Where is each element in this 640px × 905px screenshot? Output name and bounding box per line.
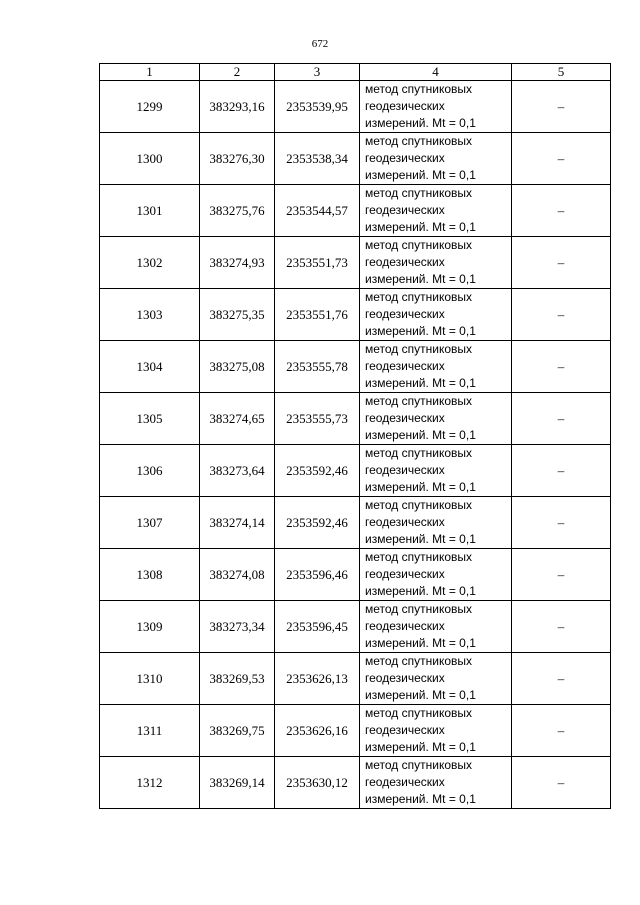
method-cell	[360, 653, 512, 705]
method-line: геодезических	[365, 775, 445, 789]
note-cell: –	[512, 133, 611, 185]
method-cell	[360, 185, 512, 237]
table-row	[100, 393, 611, 445]
x-coordinate-cell: 383275,35	[200, 289, 275, 341]
point-number-cell: 1304	[100, 341, 200, 393]
point-number-cell: 1299	[100, 81, 200, 133]
y-coordinate-cell: 2353555,78	[275, 341, 360, 393]
note-cell: –	[512, 757, 611, 809]
method-line: измерений. Mt = 0,1	[365, 688, 476, 702]
method-line: измерений. Mt = 0,1	[365, 168, 476, 182]
y-coordinate-cell: 2353592,46	[275, 497, 360, 549]
method-line: геодезических	[365, 203, 445, 217]
y-coordinate-cell: 2353596,45	[275, 601, 360, 653]
table-row	[100, 81, 611, 133]
method-line: измерений. Mt = 0,1	[365, 532, 476, 546]
method-line: измерений. Mt = 0,1	[365, 740, 476, 754]
y-coordinate-cell: 2353626,16	[275, 705, 360, 757]
y-coordinate-cell: 2353538,34	[275, 133, 360, 185]
method-cell	[360, 445, 512, 497]
y-coordinate-cell: 2353592,46	[275, 445, 360, 497]
method-cell	[360, 81, 512, 133]
y-coordinate-cell: 2353596,46	[275, 549, 360, 601]
table-row	[100, 757, 611, 809]
method-line: метод спутниковых	[365, 602, 473, 616]
x-coordinate-cell: 383275,08	[200, 341, 275, 393]
point-number-cell: 1312	[100, 757, 200, 809]
method-line: геодезических	[365, 567, 445, 581]
method-line: геодезических	[365, 99, 445, 113]
method-line: измерений. Mt = 0,1	[365, 220, 476, 234]
method-line: измерений. Mt = 0,1	[365, 116, 476, 130]
x-coordinate-cell: 383274,08	[200, 549, 275, 601]
y-coordinate-cell: 2353626,13	[275, 653, 360, 705]
note-cell: –	[512, 185, 611, 237]
table-row	[100, 601, 611, 653]
method-line: метод спутниковых	[365, 706, 473, 720]
x-coordinate-cell: 383275,76	[200, 185, 275, 237]
method-line: измерений. Mt = 0,1	[365, 428, 476, 442]
point-number-cell: 1309	[100, 601, 200, 653]
table-row	[100, 653, 611, 705]
y-coordinate-cell: 2353539,95	[275, 81, 360, 133]
column-header: 4	[360, 64, 512, 81]
y-coordinate-cell: 2353551,76	[275, 289, 360, 341]
method-line: метод спутниковых	[365, 134, 473, 148]
point-number-cell: 1302	[100, 237, 200, 289]
coordinates-table	[99, 63, 611, 809]
table-row	[100, 133, 611, 185]
method-line: метод спутниковых	[365, 238, 473, 252]
point-number-cell: 1301	[100, 185, 200, 237]
method-line: метод спутниковых	[365, 82, 473, 96]
method-cell	[360, 549, 512, 601]
x-coordinate-cell: 383273,34	[200, 601, 275, 653]
method-line: измерений. Mt = 0,1	[365, 480, 476, 494]
point-number-cell: 1308	[100, 549, 200, 601]
x-coordinate-cell: 383274,14	[200, 497, 275, 549]
method-cell	[360, 757, 512, 809]
note-cell: –	[512, 705, 611, 757]
method-cell	[360, 341, 512, 393]
method-line: метод спутниковых	[365, 290, 473, 304]
table-row	[100, 185, 611, 237]
method-line: геодезических	[365, 723, 445, 737]
point-number-cell: 1306	[100, 445, 200, 497]
method-cell	[360, 133, 512, 185]
method-line: метод спутниковых	[365, 446, 473, 460]
column-header: 1	[100, 64, 200, 81]
method-line: геодезических	[365, 307, 445, 321]
method-line: измерений. Mt = 0,1	[365, 584, 476, 598]
x-coordinate-cell: 383273,64	[200, 445, 275, 497]
x-coordinate-cell: 383276,30	[200, 133, 275, 185]
y-coordinate-cell: 2353555,73	[275, 393, 360, 445]
x-coordinate-cell: 383269,53	[200, 653, 275, 705]
method-cell	[360, 237, 512, 289]
x-coordinate-cell: 383274,93	[200, 237, 275, 289]
note-cell: –	[512, 393, 611, 445]
method-line: метод спутниковых	[365, 394, 473, 408]
note-cell: –	[512, 445, 611, 497]
method-line: геодезических	[365, 151, 445, 165]
x-coordinate-cell: 383269,14	[200, 757, 275, 809]
page-number: 672	[311, 38, 329, 50]
point-number-cell: 1305	[100, 393, 200, 445]
method-cell	[360, 601, 512, 653]
method-line: измерений. Mt = 0,1	[365, 792, 476, 806]
note-cell: –	[512, 81, 611, 133]
table-row	[100, 705, 611, 757]
note-cell: –	[512, 289, 611, 341]
point-number-cell: 1311	[100, 705, 200, 757]
x-coordinate-cell: 383269,75	[200, 705, 275, 757]
method-line: метод спутниковых	[365, 186, 473, 200]
column-header: 5	[512, 64, 611, 81]
y-coordinate-cell: 2353630,12	[275, 757, 360, 809]
note-cell: –	[512, 653, 611, 705]
method-line: геодезических	[365, 619, 445, 633]
column-header: 2	[200, 64, 275, 81]
y-coordinate-cell: 2353551,73	[275, 237, 360, 289]
method-line: измерений. Mt = 0,1	[365, 376, 476, 390]
method-line: геодезических	[365, 671, 445, 685]
point-number-cell: 1307	[100, 497, 200, 549]
method-line: геодезических	[365, 255, 445, 269]
method-line: геодезических	[365, 463, 445, 477]
table-row	[100, 289, 611, 341]
note-cell: –	[512, 237, 611, 289]
x-coordinate-cell: 383274,65	[200, 393, 275, 445]
note-cell: –	[512, 497, 611, 549]
note-cell: –	[512, 341, 611, 393]
point-number-cell: 1303	[100, 289, 200, 341]
table-row	[100, 237, 611, 289]
method-line: метод спутниковых	[365, 654, 473, 668]
point-number-cell: 1310	[100, 653, 200, 705]
method-cell	[360, 393, 512, 445]
note-cell: –	[512, 601, 611, 653]
method-cell	[360, 289, 512, 341]
method-line: измерений. Mt = 0,1	[365, 636, 476, 650]
method-cell	[360, 705, 512, 757]
method-line: геодезических	[365, 359, 445, 373]
method-line: геодезических	[365, 515, 445, 529]
method-line: метод спутниковых	[365, 498, 473, 512]
column-header: 3	[275, 64, 360, 81]
table-row	[100, 341, 611, 393]
note-cell: –	[512, 549, 611, 601]
table-row	[100, 549, 611, 601]
table-header-row	[100, 64, 611, 81]
method-line: метод спутниковых	[365, 758, 473, 772]
method-line: метод спутниковых	[365, 550, 473, 564]
x-coordinate-cell: 383293,16	[200, 81, 275, 133]
method-cell	[360, 497, 512, 549]
table-row	[100, 497, 611, 549]
method-line: метод спутниковых	[365, 342, 473, 356]
y-coordinate-cell: 2353544,57	[275, 185, 360, 237]
point-number-cell: 1300	[100, 133, 200, 185]
method-line: геодезических	[365, 411, 445, 425]
method-line: измерений. Mt = 0,1	[365, 324, 476, 338]
table-row	[100, 445, 611, 497]
method-line: измерений. Mt = 0,1	[365, 272, 476, 286]
